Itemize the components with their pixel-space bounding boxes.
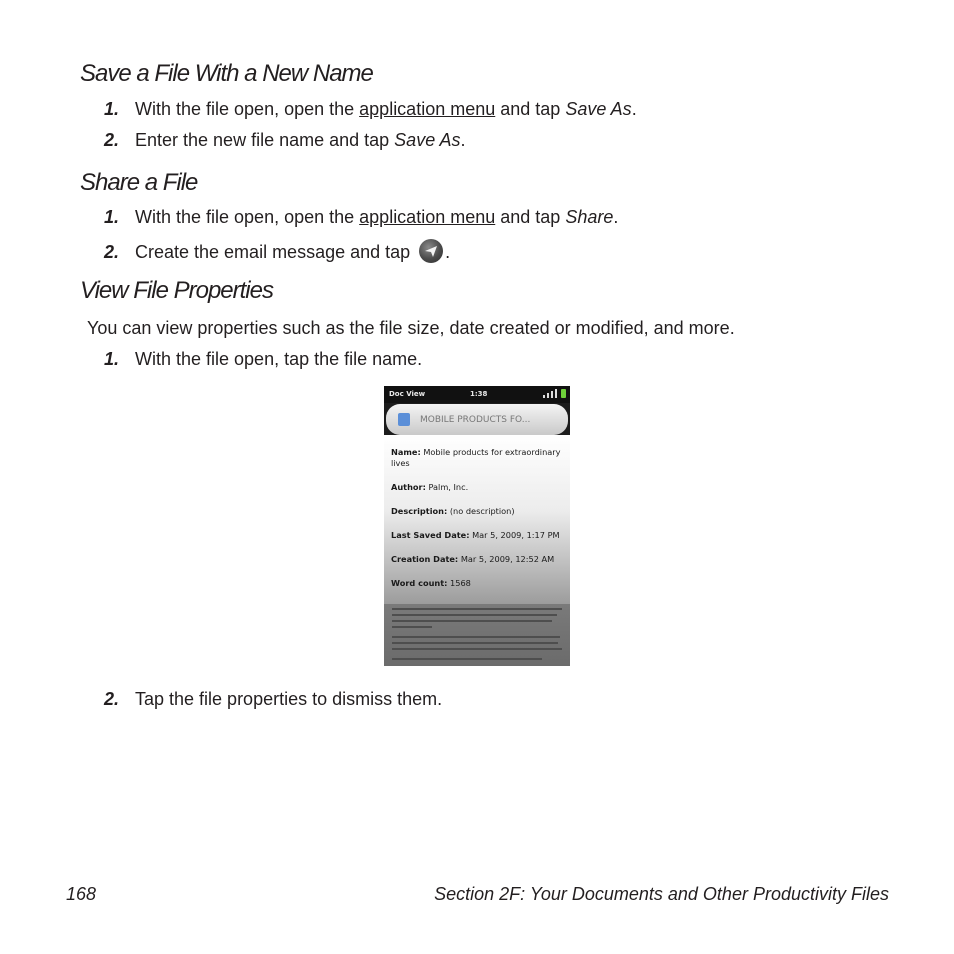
step-text: . [445,242,451,262]
clock: 1:38 [470,390,488,398]
step-share-1 [104,207,618,228]
prop-word-count: Word count: 1568 [391,578,471,588]
send-icon [419,239,443,263]
step-save-as-2 [104,130,466,151]
step-number: 1. [104,207,120,227]
step-text: . [613,207,619,227]
step-text: . [631,99,637,119]
step-number: 1. [104,99,120,119]
step-text: Tap the file properties to dismiss them. [135,689,443,709]
step-text: and tap [495,207,566,227]
step-number: 2. [104,689,120,709]
step-text: With the file open, tap the file name. [135,349,423,369]
section-title: Section 2F: Your Documents and Other Productivity Files [434,884,889,904]
prop-name: Name: Mobile products for extraordinary lives [391,447,561,468]
document-icon [398,413,410,426]
share-term: Share [565,207,614,227]
prop-creation-date: Creation Date: Mar 5, 2009, 12:52 AM [391,554,555,564]
application-menu-link[interactable]: application menu [359,99,496,119]
prop-last-saved: Last Saved Date: Mar 5, 2009, 1:17 PM [391,530,560,540]
file-title: MOBILE PRODUCTS FO... [420,415,531,425]
step-share-2 [104,239,450,263]
page-number: 168 [66,884,97,904]
save-as-term: Save As [394,130,461,150]
document-background [384,604,570,666]
heading-share: Share a File [80,169,198,196]
prop-description: Description: (no description) [391,506,515,516]
intro-paragraph: You can view properties such as the file size, date created or modified, and more. [87,318,735,338]
app-name: Doc View [389,390,426,398]
signal-icon [543,389,566,398]
save-as-term: Save As [565,99,632,119]
step-text: Enter the new file name and tap [135,130,395,150]
step-number: 1. [104,349,120,369]
step-properties-1 [104,349,422,370]
heading-view-properties: View File Properties [80,277,273,304]
step-number: 2. [104,242,120,262]
application-menu-link[interactable]: application menu [359,207,496,227]
step-text: With the file open, open the [135,99,360,119]
step-number: 2. [104,130,120,150]
phone-screenshot [384,386,570,666]
step-text: and tap [495,99,566,119]
file-name-title[interactable] [386,404,568,435]
battery-icon [561,389,566,398]
step-text: Create the email message and tap [135,242,416,262]
step-properties-2 [104,689,442,710]
heading-save-as: Save a File With a New Name [80,60,373,87]
step-text: With the file open, open the [135,207,360,227]
status-bar [384,386,570,403]
prop-author: Author: Palm, Inc. [391,482,469,492]
step-text: . [460,130,466,150]
step-save-as-1 [104,99,637,120]
file-properties-panel[interactable] [384,435,570,604]
